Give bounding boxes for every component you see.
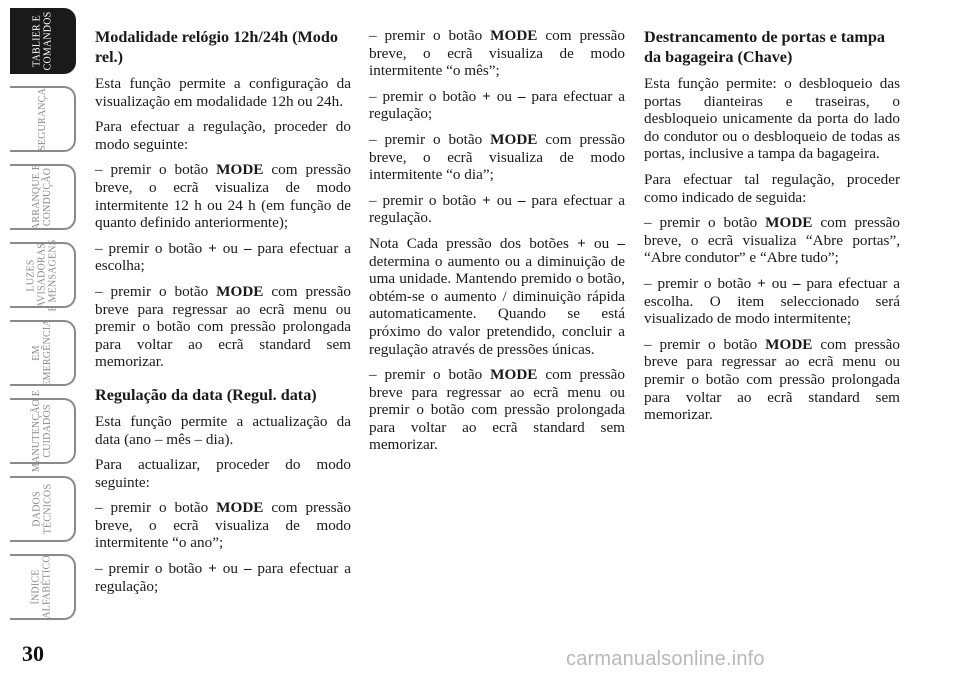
paragraph: Para efectuar tal regulação, proceder como indicado de seguida: [644, 170, 900, 206]
paragraph: Para actualizar, proceder do modo seguinte: [95, 456, 351, 491]
column-1 [95, 27, 351, 603]
paragraph: – premir o botão + ou – para efectuar a escolha; [95, 239, 351, 275]
tab-label: ÍNDICE ALFABÉTICO [30, 555, 53, 619]
section-heading-date: Regulação da data (Regul. data) [95, 385, 317, 404]
tab-label: ARRANQUE E CONDUÇÃO [31, 163, 54, 231]
paragraph: – premir o botão MODE com pressão breve, o ecrã visualiza de modo intermitente “o ano”; [95, 499, 351, 552]
paragraph: – premir o botão MODE com pressão breve, o ecrã visualiza de modo intermitente 12 h ou 24 h (em função de quanto definido anteriormente); [95, 161, 351, 232]
paragraph: – premir o botão + ou – para efectuar a regulação; [369, 87, 625, 123]
tab-manutencao-cuidados[interactable] [10, 389, 76, 473]
chapter-tabs [0, 0, 80, 640]
paragraph: – premir o botão MODE com pressão breve, o ecrã visualiza de modo intermitente “o mês”; [369, 27, 625, 80]
paragraph: – premir o botão MODE com pressão breve, o ecrã visualiza “Abre portas”, “Abre condutor” e “Abre tudo”; [644, 214, 900, 267]
paragraph: – premir o botão MODE com pressão breve, o ecrã visualiza de modo intermitente “o dia”; [369, 130, 625, 184]
paragraph: Esta função permite: o desbloqueio das portas dianteiras e traseiras, o desbloqueio unicamente da porta do lado do condutor ou o desbloqueio de todas as portas, inclusive a tampa da bagageira. [644, 75, 900, 163]
note-paragraph: Nota Cada pressão dos botões + ou – determina o aumento ou a diminuição de uma unidade. Mantendo premido o botão, obtém-se o aumento / diminuição rápida automaticamente. Quando se está próximo do valor pretendido, concluir a regulação através de pressões únicas. [369, 234, 625, 358]
column-3 [644, 27, 900, 432]
tab-dados-tecnicos[interactable] [10, 476, 76, 542]
tab-em-emergencia[interactable] [10, 320, 76, 386]
section-heading-clock-mode: Modalidade relógio 12h/24h (Modo rel.) [95, 28, 338, 66]
paragraph: – premir o botão + ou – para efectuar a regulação. [369, 191, 625, 227]
tab-seguranca[interactable] [10, 86, 76, 152]
tab-tablier-comandos[interactable] [10, 8, 76, 74]
tab-luzes-avisadoras[interactable] [10, 239, 76, 311]
paragraph: Esta função permite a actualização da data (ano – mês – dia). [95, 412, 351, 448]
paragraph: Esta função permite a configuração da visualização em modalidade 12h ou 24h. [95, 75, 351, 110]
column-2 [369, 27, 625, 462]
section-heading-door-unlock: Destrancamento de portas e tampa da bagageira (Chave) [644, 28, 885, 66]
tab-label: LUZES AVISADORAS E MENSAGENS [25, 239, 59, 311]
page-number: 30 [22, 641, 44, 666]
paragraph: – premir o botão + ou – para efectuar a regulação; [95, 560, 351, 595]
paragraph: – premir o botão MODE com pressão breve para regressar ao ecrã menu ou premir o botão com pressão prolongada para voltar ao ecrã standard sem memorizar. [95, 282, 351, 371]
tab-label: DADOS TÉCNICOS [31, 483, 53, 535]
tab-label: SEGURANÇA [36, 87, 48, 151]
paragraph: Para efectuar a regulação, proceder do modo seguinte: [95, 118, 351, 153]
paragraph: – premir o botão MODE com pressão breve para regressar ao ecrã menu ou premir o botão com pressão prolongada para voltar ao ecrã standard sem memorizar. [369, 366, 625, 454]
tab-indice-alfabetico[interactable] [10, 554, 76, 620]
tab-label: TABLIER E COMANDOS [31, 11, 53, 71]
tab-label: MANUTENÇÃO E CUIDADOS [31, 389, 53, 473]
tab-label: EM EMERGÊNCIA [31, 319, 53, 387]
paragraph: – premir o botão MODE com pressão breve para regressar ao ecrã menu ou premir o botão com pressão prolongada para voltar ao ecrã standard sem memorizar. [644, 335, 900, 424]
watermark-text: carmanualsonline.info [566, 648, 765, 670]
tab-arranque-conducao[interactable] [10, 164, 76, 230]
paragraph: – premir o botão + ou – para efectuar a escolha. O item seleccionado será visualizado de modo intermitente; [644, 274, 900, 328]
